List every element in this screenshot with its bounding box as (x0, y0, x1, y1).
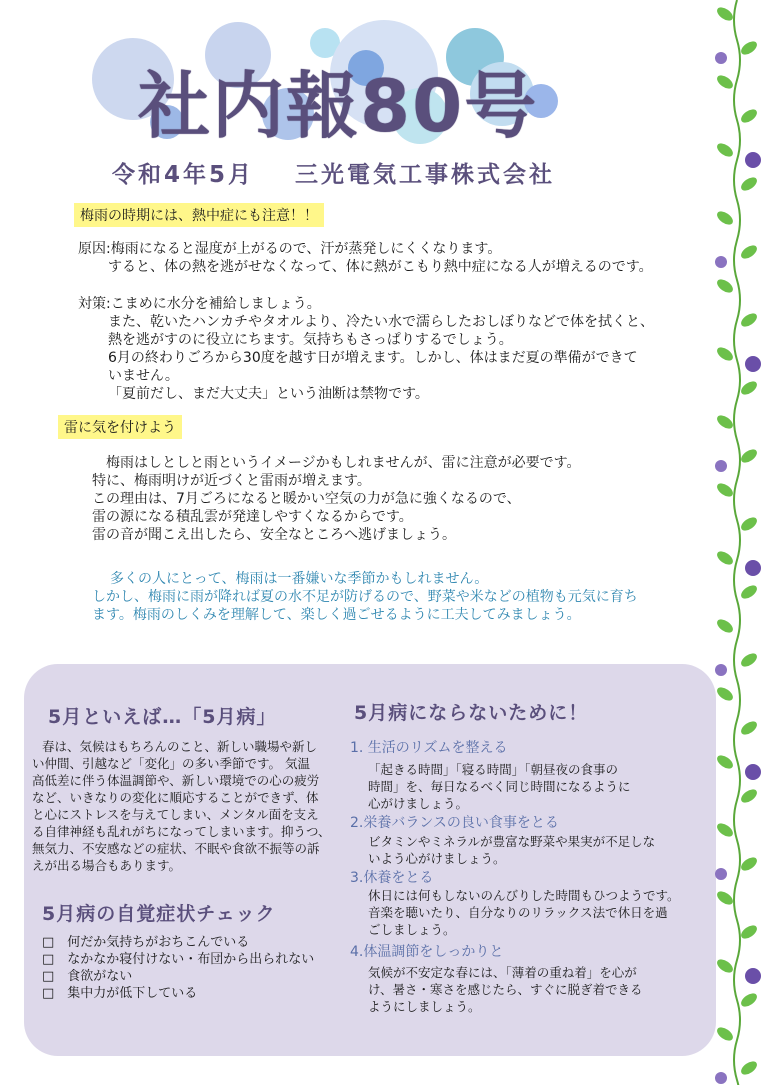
leaf-icon (715, 1025, 735, 1044)
tip-line: 心がけましょう。 (368, 796, 469, 811)
body-line: 無気力、不安感などの症状、不眠や食欲不振等の訴 (32, 841, 320, 856)
tip-title: 4.体温調節をしっかりと (350, 944, 504, 960)
thunder-line: 特に、梅雨明けが近づくと雷雨が増えます。 (92, 473, 371, 489)
measure-line: また、乾いたハンカチやタオルより、冷たい水で濡らしたおしぼりなどで体を拭くと、 (108, 314, 654, 330)
tip-line: ようにしましょう。 (368, 999, 481, 1014)
leaf-icon (715, 73, 735, 92)
tip-body (368, 964, 643, 1015)
leaf-icon (739, 311, 759, 330)
checklist-heading: 5月病の自覚症状チェック (42, 903, 276, 925)
leaf-icon (715, 481, 735, 500)
closing-line: ます。梅雨のしくみを理解して、楽しく過ごせるように工夫してみましょう。 (92, 607, 581, 623)
tip-body (368, 887, 680, 938)
checklist-item: □ なかなか寝付けない・布団から出られない (42, 952, 315, 967)
measure-line: 「夏前だし、まだ大丈夫」という油断は禁物です。 (108, 386, 429, 402)
berry-icon (715, 868, 727, 880)
berry-icon (745, 764, 761, 780)
berry-icon (715, 460, 727, 472)
checklist-item: □ 食欲がない (42, 969, 133, 984)
body-line: 高低差に伴う体温調節や、新しい環境での心の疲労 (32, 773, 320, 788)
tip-title: 2.栄養バランスの良い食事をとる (350, 815, 559, 831)
thunder-heading: 雷に気を付けよう (58, 415, 182, 439)
leaf-icon (739, 447, 759, 466)
leaf-icon (739, 243, 759, 262)
leaf-icon (739, 107, 759, 126)
may-sickness-body (32, 738, 331, 874)
closing-line: 多くの人にとって、梅雨は一番嫌いな季節かもしれません。 (110, 571, 489, 587)
newsletter-title: 社内報80号 (138, 64, 539, 148)
leaf-icon (715, 209, 735, 228)
tip-line: け、暑さ・寒さを感じたら、すぐに脱ぎ着できる (368, 982, 643, 997)
tip-line: ごしましょう。 (368, 922, 456, 937)
measure-line: 6月の終わりごろから30度を越す日が増えます。しかし、体はまだ夏の準備ができて (108, 350, 638, 366)
leaf-icon (739, 583, 759, 602)
leaf-icon (739, 379, 759, 398)
leaf-icon (715, 345, 735, 364)
berry-icon (745, 560, 761, 576)
checklist-item: □ 集中力が低下している (42, 986, 198, 1001)
berry-icon (715, 1072, 727, 1084)
tip-line: 休日には何もしないのんびりした時間もひつようです。 (368, 888, 680, 903)
thunder-line: この理由は、7月ごろになると暖かい空気の力が急に強くなるので、 (92, 491, 521, 507)
leaf-icon (715, 413, 735, 432)
measure-line: いません。 (108, 368, 179, 384)
measure-paragraph (78, 295, 654, 403)
body-line: い仲間、引越など「変化」の多い季節です。 気温 (32, 756, 310, 771)
company-name: 三光電気工事株式会社 (295, 162, 556, 188)
leaf-icon (739, 175, 759, 194)
measure-line: 対策:こまめに水分を補給しましょう。 (78, 296, 321, 312)
leaf-icon (739, 515, 759, 534)
body-line: と心にストレスを与えてしまい、メンタル面を支え (32, 807, 319, 822)
leaf-icon (715, 141, 735, 160)
berry-icon (715, 52, 727, 64)
thunder-line: 梅雨はしとしと雨というイメージかもしれませんが、雷に注意が必要です。 (106, 455, 581, 471)
leaf-icon (715, 753, 735, 772)
leaf-icon (739, 1059, 759, 1078)
vine-decoration (707, 0, 767, 1085)
issue-date: 令和4年5月 (112, 162, 255, 188)
leaf-icon (715, 685, 735, 704)
symptom-checklist (42, 934, 314, 1002)
leaf-icon (739, 39, 759, 58)
tip-line: ビタミンやミネラルが豊富な野菜や果実が不足しな (368, 834, 656, 849)
leaf-icon (715, 889, 735, 908)
body-line: など、いきなりの変化に順応することができず、体 (32, 790, 319, 805)
leaf-icon (739, 923, 759, 942)
cause-line: すると、体の熱を逃がせなくなって、体に熱がこもり熱中症になる人が増えるのです。 (108, 259, 653, 275)
tip-title: 1. 生活のリズムを整える (350, 740, 508, 756)
berry-icon (715, 256, 727, 268)
cause-line: 原因:梅雨になると湿度が上がるので、汗が蒸発しにくくなります。 (78, 241, 502, 257)
thunder-line: 雷の源になる積乱雲が発達しやすくなるからです。 (92, 509, 413, 525)
thunder-paragraph (92, 454, 580, 544)
berry-icon (745, 356, 761, 372)
body-line: 春は、気候はもちろんのこと、新しい職場や新し (42, 739, 318, 754)
checklist-item: □ 何だか気持ちがおちこんでいる (42, 935, 250, 950)
tip-line: 時間」を、毎日なるべく同じ時間になるように (368, 779, 631, 794)
leaf-icon (715, 617, 735, 636)
tip-line: いよう心がけましょう。 (368, 851, 506, 866)
leaf-icon (739, 787, 759, 806)
cause-paragraph (78, 240, 653, 276)
thunder-line: 雷の音が聞こえ出したら、安全なところへ逃げましょう。 (92, 527, 456, 543)
body-line: えが出る場合もあります。 (32, 858, 182, 873)
may-sickness-heading: 5月といえば…「5月病」 (48, 706, 277, 728)
leaf-icon (739, 719, 759, 738)
rainy-season-closing (92, 570, 638, 624)
tip-body (368, 833, 655, 867)
leaf-icon (739, 991, 759, 1010)
vine-stem (734, 0, 740, 1085)
tip-line: 「起きる時間」「寝る時間」「朝昼夜の食事の (368, 762, 619, 777)
leaf-icon (715, 821, 735, 840)
issue-line (112, 156, 585, 189)
leaf-icon (739, 855, 759, 874)
measure-line: 熱を逃がすのに役立にちます。気持ちもさっぱりするでしょう。 (108, 332, 513, 348)
prevention-heading: 5月病にならないために！ (354, 702, 589, 724)
closing-line: しかし、梅雨に雨が降れば夏の水不足が防げるので、野菜や米などの植物も元気に育ち (92, 589, 638, 605)
berry-icon (715, 664, 727, 676)
heatstroke-heading: 梅雨の時期には、熱中症にも注意！！ (74, 203, 324, 227)
leaf-icon (715, 957, 735, 976)
berry-icon (745, 968, 761, 984)
leaf-icon (739, 651, 759, 670)
body-line: る自律神経も乱れがちになってしまいます。抑うつ、 (32, 824, 331, 839)
leaf-icon (715, 5, 735, 24)
leaf-icon (715, 277, 735, 296)
tip-body (368, 761, 631, 812)
tip-title: 3.休養をとる (350, 870, 434, 886)
leaf-icon (715, 549, 735, 568)
berry-icon (745, 152, 761, 168)
tip-line: 音楽を聴いたり、自分なりのリラックス法で休日を過 (368, 905, 668, 920)
tip-line: 気候が不安定な春には、「薄着の重ね着」を心が (368, 965, 637, 980)
